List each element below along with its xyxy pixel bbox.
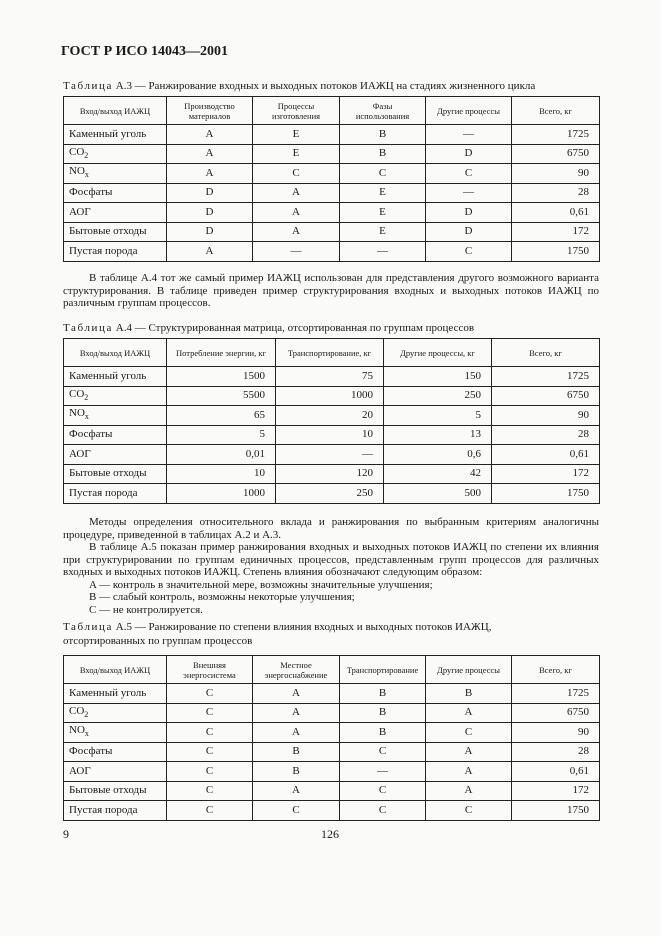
column-header: Другие процессы <box>426 656 512 684</box>
paragraph-text: Методы определения относительного вклада и ранжирования по выбранным критериям аналогичны процедуре, приведенной в таблицах А.2 и А.3. <box>63 516 599 541</box>
table-cell: 90 <box>512 164 600 184</box>
table-cell: B <box>340 684 426 704</box>
table-cell: C <box>426 164 512 184</box>
table-cell: 1750 <box>512 801 600 821</box>
table-cell: C <box>167 684 253 704</box>
table-cell: C <box>340 164 426 184</box>
table-cell: A <box>253 183 340 203</box>
table-cell: C <box>340 801 426 821</box>
row-label: Пустая порода <box>64 484 167 504</box>
table-cell: C <box>167 801 253 821</box>
row-label: Бытовые отходы <box>64 781 167 801</box>
row-label: $NO_x$ <box>64 164 167 184</box>
table-cell: A <box>253 703 340 723</box>
table-cell: 65 <box>167 406 276 426</box>
table-row <box>64 723 600 743</box>
paragraph-text: В таблице А.5 показан пример ранжирования входных и выходных потоков ИАЖЦ по степени их влияния при структурировании по группам единичных процессов, представленным групп процессов для различных входных и выходных потоков ИАЖЦ. Степень влияния обозначают следующим образом: <box>63 541 599 578</box>
column-header: Процессы изготовления <box>253 97 340 125</box>
table-a4 <box>63 338 600 504</box>
table-cell: C <box>167 742 253 762</box>
caption-text: А.4 — Структурированная матрица, отсортированная по группам процессов <box>113 322 475 334</box>
table-cell: A <box>426 781 512 801</box>
column-header: Производство материалов <box>167 97 253 125</box>
column-header: Вход/выход ИАЖЦ <box>64 97 167 125</box>
column-header: Внешняя энергосистема <box>167 656 253 684</box>
footer-sheet-number: 126 <box>321 827 339 841</box>
table-cell: 5500 <box>167 386 276 406</box>
list-item: B — слабый контроль, возможны некоторые улучшения; <box>89 591 355 603</box>
table-cell: 0,61 <box>512 762 600 782</box>
table-cell: C <box>426 242 512 262</box>
footer-page-number: 9 <box>63 827 69 841</box>
table-cell: B <box>340 125 426 145</box>
table-cell: 10 <box>167 464 276 484</box>
table-cell: A <box>167 242 253 262</box>
table-a3 <box>63 96 600 262</box>
column-header: Транспортирование, кг <box>276 339 384 367</box>
row-label: Пустая порода <box>64 242 167 262</box>
row-label: Фосфаты <box>64 425 167 445</box>
table-cell: 90 <box>492 406 600 426</box>
caption-prefix: Таблица <box>63 322 113 334</box>
table-cell: 172 <box>512 222 600 242</box>
paragraph-text: В таблице А.4 тот же самый пример ИАЖЦ использован для представления другого возможного варианта структурирования. В таблице приведен пример структурирования входных и выходных потоков ИАЖЦ по различным группам процессов. <box>63 272 599 309</box>
column-header: Всего, кг <box>492 339 600 367</box>
table-cell: A <box>426 703 512 723</box>
table-cell: — <box>426 125 512 145</box>
table-cell: D <box>167 183 253 203</box>
table-a5-caption <box>63 620 573 648</box>
table-row <box>64 801 600 821</box>
table-cell: 1750 <box>492 484 600 504</box>
table-cell: D <box>167 222 253 242</box>
row-label: АОГ <box>64 762 167 782</box>
column-header: Вход/выход ИАЖЦ <box>64 656 167 684</box>
table-cell: A <box>167 125 253 145</box>
row-label: $NO_x$ <box>64 723 167 743</box>
table-cell: — <box>253 242 340 262</box>
table-cell: A <box>253 684 340 704</box>
caption-text: А.3 — Ранжирование входных и выходных потоков ИАЖЦ на стадиях жизненного цикла <box>113 80 536 92</box>
table-cell: 6750 <box>512 144 600 164</box>
table-cell: A <box>426 762 512 782</box>
table-a4-caption <box>63 321 603 335</box>
table-cell: A <box>167 144 253 164</box>
table-cell: C <box>167 723 253 743</box>
table-cell: 1725 <box>492 367 600 387</box>
table-cell: 172 <box>512 781 600 801</box>
table-row <box>64 203 600 223</box>
table-cell: 90 <box>512 723 600 743</box>
column-header: Другие процессы, кг <box>384 339 492 367</box>
table-cell: 250 <box>384 386 492 406</box>
table-row <box>64 125 600 145</box>
table-cell: 1500 <box>167 367 276 387</box>
table-cell: — <box>276 445 384 465</box>
table-cell: 1725 <box>512 125 600 145</box>
table-row <box>64 222 600 242</box>
row-label: $NO_x$ <box>64 406 167 426</box>
table-cell: E <box>253 144 340 164</box>
table-cell: 1725 <box>512 684 600 704</box>
table-cell: C <box>426 801 512 821</box>
table-row <box>64 781 600 801</box>
table-row <box>64 367 600 387</box>
table-cell: D <box>167 203 253 223</box>
table-cell: 5 <box>384 406 492 426</box>
table-row <box>64 164 600 184</box>
table-row <box>64 183 600 203</box>
row-label: АОГ <box>64 203 167 223</box>
table-cell: C <box>167 781 253 801</box>
list-item: C — не контролируется. <box>89 603 203 616</box>
table-cell: A <box>253 222 340 242</box>
table-cell: — <box>340 762 426 782</box>
table-cell: 1000 <box>276 386 384 406</box>
paragraph-1 <box>63 272 599 310</box>
table-cell: D <box>426 144 512 164</box>
table-cell: D <box>426 222 512 242</box>
table-cell: B <box>340 703 426 723</box>
table-cell: E <box>253 125 340 145</box>
table-cell: 120 <box>276 464 384 484</box>
table-a3-caption <box>63 79 603 93</box>
table-row <box>64 703 600 723</box>
table-cell: 42 <box>384 464 492 484</box>
table-cell: D <box>426 203 512 223</box>
table-cell: A <box>253 203 340 223</box>
list-item: A — контроль в значительной мере, возможны значительные улучшения; <box>89 578 433 591</box>
table-cell: C <box>253 801 340 821</box>
table-cell: C <box>340 742 426 762</box>
table-cell: 5 <box>167 425 276 445</box>
table-cell: 75 <box>276 367 384 387</box>
table-cell: A <box>426 742 512 762</box>
table-row <box>64 242 600 262</box>
row-label: $CO_2$ <box>64 386 167 406</box>
table-cell: 28 <box>512 183 600 203</box>
row-label: Каменный уголь <box>64 684 167 704</box>
table-row <box>64 762 600 782</box>
table-cell: A <box>253 723 340 743</box>
table-a5 <box>63 655 600 821</box>
table-cell: C <box>340 781 426 801</box>
column-header: Транспортирование <box>340 656 426 684</box>
row-label: АОГ <box>64 445 167 465</box>
table-cell: 1750 <box>512 242 600 262</box>
caption-text: А.5 — Ранжирование по степени влияния входных и выходных потоков ИАЖЦ, отсортированных по группам процессов <box>63 621 492 647</box>
paragraph-2 <box>63 516 599 616</box>
row-label: Пустая порода <box>64 801 167 821</box>
table-cell: C <box>426 723 512 743</box>
table-row <box>64 386 600 406</box>
table-cell: 6750 <box>512 703 600 723</box>
table-cell: B <box>253 742 340 762</box>
table-cell: 0,61 <box>492 445 600 465</box>
row-label: Каменный уголь <box>64 367 167 387</box>
table-cell: B <box>340 723 426 743</box>
table-cell: 1000 <box>167 484 276 504</box>
row-label: $CO_2$ <box>64 703 167 723</box>
table-cell: B <box>340 144 426 164</box>
table-cell: 0,01 <box>167 445 276 465</box>
column-header: Другие процессы <box>426 97 512 125</box>
column-header: Фазы использования <box>340 97 426 125</box>
table-cell: 0,6 <box>384 445 492 465</box>
table-cell: B <box>253 762 340 782</box>
table-row <box>64 464 600 484</box>
table-cell: B <box>426 684 512 704</box>
table-cell: 10 <box>276 425 384 445</box>
column-header: Всего, кг <box>512 656 600 684</box>
table-cell: C <box>167 762 253 782</box>
table-row <box>64 742 600 762</box>
table-cell: 150 <box>384 367 492 387</box>
table-cell: 250 <box>276 484 384 504</box>
table-row <box>64 684 600 704</box>
column-header: Местное энергоснабжение <box>253 656 340 684</box>
table-cell: C <box>253 164 340 184</box>
table-cell: C <box>167 703 253 723</box>
row-label: Бытовые отходы <box>64 464 167 484</box>
table-cell: 28 <box>512 742 600 762</box>
table-cell: A <box>253 781 340 801</box>
table-cell: E <box>340 183 426 203</box>
table-row <box>64 144 600 164</box>
column-header: Вход/выход ИАЖЦ <box>64 339 167 367</box>
table-cell: — <box>426 183 512 203</box>
table-row <box>64 484 600 504</box>
row-label: Бытовые отходы <box>64 222 167 242</box>
caption-prefix: Таблица <box>63 621 113 633</box>
row-label: Фосфаты <box>64 742 167 762</box>
table-cell: 0,61 <box>512 203 600 223</box>
row-label: Каменный уголь <box>64 125 167 145</box>
table-cell: 6750 <box>492 386 600 406</box>
table-cell: E <box>340 222 426 242</box>
table-cell: 500 <box>384 484 492 504</box>
table-row <box>64 406 600 426</box>
row-label: Фосфаты <box>64 183 167 203</box>
table-cell: 13 <box>384 425 492 445</box>
caption-prefix: Таблица <box>63 80 113 92</box>
table-cell: 20 <box>276 406 384 426</box>
table-cell: E <box>340 203 426 223</box>
table-cell: A <box>167 164 253 184</box>
table-row <box>64 425 600 445</box>
column-header: Всего, кг <box>512 97 600 125</box>
standard-header: ГОСТ Р ИСО 14043—2001 <box>61 44 229 59</box>
row-label: $CO_2$ <box>64 144 167 164</box>
table-row <box>64 445 600 465</box>
table-cell: 28 <box>492 425 600 445</box>
table-cell: — <box>340 242 426 262</box>
table-cell: 172 <box>492 464 600 484</box>
column-header: Потребление энергии, кг <box>167 339 276 367</box>
